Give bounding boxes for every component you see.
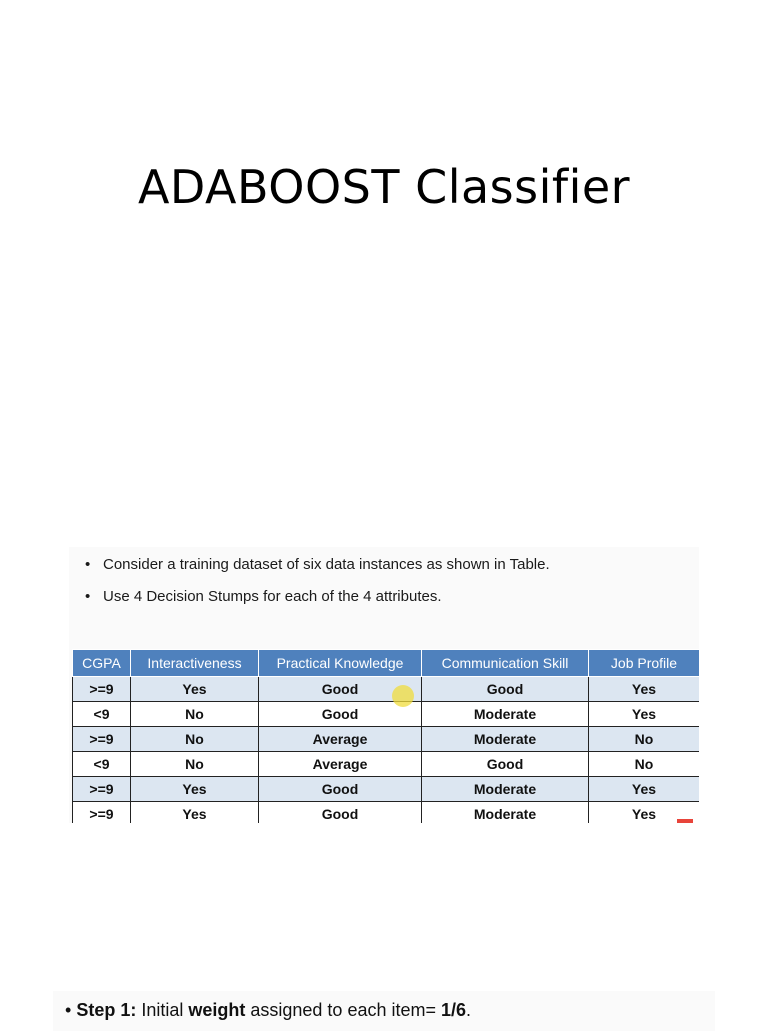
table-row [73, 752, 700, 777]
training-data-table [72, 649, 699, 823]
table-cell: <9 [73, 752, 131, 777]
column-header: CGPA [73, 650, 131, 677]
table-cell: Good [259, 777, 422, 802]
table-cell: <9 [73, 702, 131, 727]
column-header: Interactiveness [131, 650, 259, 677]
bullet-item [85, 588, 442, 605]
column-header: Communication Skill [422, 650, 589, 677]
bullet-marker: • [85, 588, 91, 605]
table-cell: No [131, 702, 259, 727]
table-cell: >=9 [73, 802, 131, 824]
bullet-text: Consider a training dataset of six data instances as shown in Table. [103, 556, 550, 573]
table-cell: No [589, 752, 700, 777]
bullet-marker: • [65, 1000, 72, 1020]
table-cell: No [589, 727, 700, 752]
column-header: Practical Knowledge [259, 650, 422, 677]
column-header: Job Profile [589, 650, 700, 677]
table-cell: Moderate [422, 727, 589, 752]
step-value: 1/6 [441, 1000, 467, 1020]
step-keyword: weight [188, 1000, 246, 1020]
step-line [65, 1000, 471, 1021]
table-cell: >=9 [73, 777, 131, 802]
table-cell: Yes [589, 777, 700, 802]
table-cell: Yes [589, 802, 700, 824]
table-cell: Yes [131, 777, 259, 802]
table-cell: Good [422, 752, 589, 777]
table-cell: Moderate [422, 777, 589, 802]
table-cell: Good [259, 802, 422, 824]
table-row [73, 677, 700, 702]
table-cell: Yes [131, 677, 259, 702]
step-text: assigned to each item= [245, 1000, 441, 1020]
bullet-item [85, 556, 550, 573]
recording-indicator-icon [677, 819, 693, 823]
table-cell: Good [259, 677, 422, 702]
table-cell: Yes [589, 677, 700, 702]
table-cell: Average [259, 727, 422, 752]
table-row [73, 727, 700, 752]
slide-title: ADABOOST Classifier [137, 160, 631, 214]
table-cell: No [131, 752, 259, 777]
table-cell: No [131, 727, 259, 752]
bullet-text: Use 4 Decision Stumps for each of the 4 attributes. [103, 588, 442, 605]
step-end: . [466, 1000, 472, 1020]
table-row [73, 802, 700, 824]
step-label: Step 1: [76, 1000, 137, 1020]
table-row [73, 777, 700, 802]
table-cell: Average [259, 752, 422, 777]
step-text: Initial [136, 1000, 189, 1020]
table-cell: >=9 [73, 727, 131, 752]
table-cell: >=9 [73, 677, 131, 702]
step-one-note [53, 991, 715, 1031]
table-row [73, 702, 700, 727]
embedded-slide-screenshot [69, 547, 699, 823]
bullet-marker: • [85, 556, 91, 573]
table-cell: Yes [131, 802, 259, 824]
table-cell: Good [259, 702, 422, 727]
table-header-row [73, 650, 700, 677]
table-cell: Moderate [422, 802, 589, 824]
table-cell: Good [422, 677, 589, 702]
table-cell: Moderate [422, 702, 589, 727]
table-cell: Yes [589, 702, 700, 727]
cursor-highlight-icon [392, 685, 414, 707]
